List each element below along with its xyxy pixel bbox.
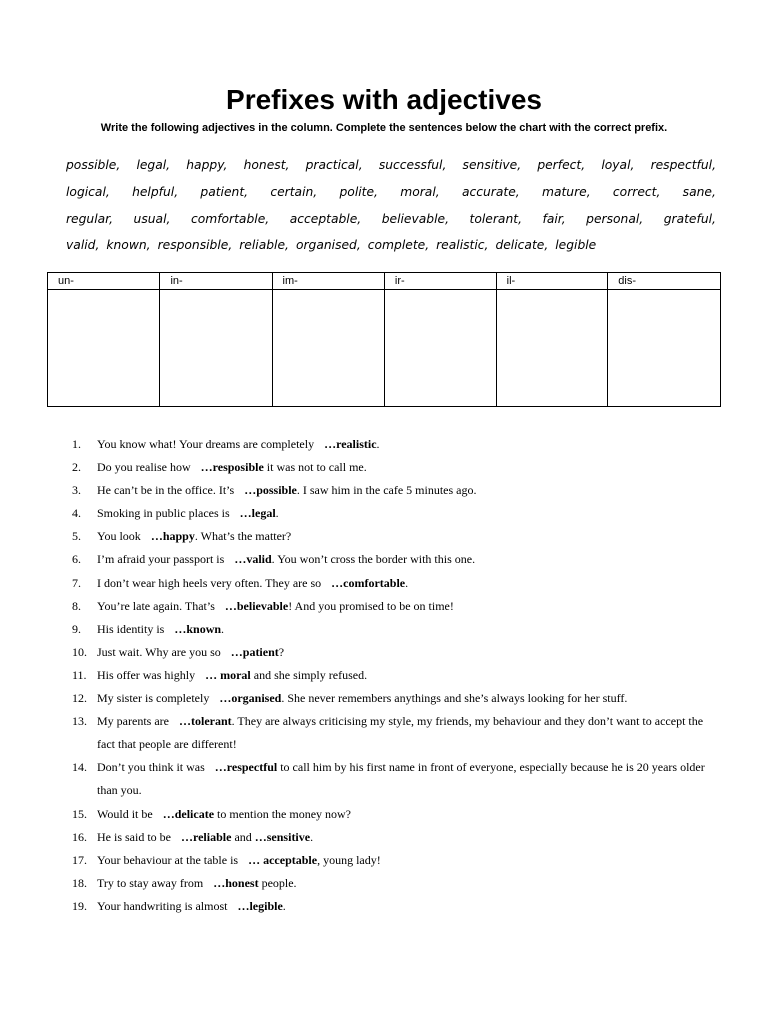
- sentence-text: His offer was highly: [97, 667, 196, 682]
- sentence-list: [0, 433, 768, 918]
- sentence-text: Your handwriting is almost: [97, 898, 228, 913]
- word-bank-line: [66, 152, 716, 179]
- word-bank-word: logical,: [66, 184, 110, 199]
- sentence-text: . She never remembers anythings and she’s always looking for her stuff.: [281, 691, 628, 706]
- sentence-number: 17.: [72, 852, 87, 867]
- sentence-text: . They are always criticising my style, my friends, my behaviour and they don’t want to accept the fact that people are different!: [97, 714, 704, 752]
- word-bank-word: successful,: [378, 158, 447, 172]
- sentence-item: [0, 803, 768, 826]
- sentence-text: .: [282, 898, 286, 913]
- sentence-answer: …known: [174, 621, 222, 636]
- word-bank-word: moral,: [400, 184, 440, 199]
- sentence-text: . I saw him in the cafe 5 minutes ago.: [296, 483, 477, 498]
- sentence-number: 2.: [72, 460, 81, 475]
- sentence-text: ! And you promised to be on time!: [288, 598, 454, 613]
- sentence-number: 6.: [72, 552, 81, 567]
- sentence-item: [0, 572, 768, 595]
- sentence-number: 7.: [72, 575, 81, 590]
- word-bank-word: mature,: [541, 184, 591, 199]
- word-bank-word: polite,: [339, 184, 378, 199]
- prefix-header-il: il-: [496, 273, 608, 290]
- sentence-answer: …respectful: [214, 760, 278, 775]
- sentence-answer: …happy: [150, 529, 195, 544]
- sentence-text: My parents are: [97, 714, 169, 729]
- prefix-header-ir: ir-: [384, 273, 496, 290]
- sentence-item: [0, 618, 768, 641]
- sentence-answer: …resposible: [200, 460, 264, 475]
- sentence-answer: …sensitive: [254, 829, 311, 844]
- sentence-item: [0, 826, 768, 849]
- word-bank-word: valid,: [66, 238, 100, 253]
- sentence-item: [0, 872, 768, 895]
- word-bank-word: honest,: [243, 158, 290, 172]
- sentence-text: ?: [278, 644, 285, 659]
- prefix-cell-im[interactable]: [272, 290, 384, 407]
- prefix-header-dis: dis-: [608, 273, 721, 290]
- sentence-answer: …possible: [244, 483, 297, 498]
- sentence-text: Don’t you think it was: [97, 760, 205, 775]
- sentence-item: [0, 710, 768, 756]
- word-bank-word: legal,: [136, 158, 171, 172]
- word-bank-word: acceptable,: [289, 211, 362, 226]
- word-bank-word: perfect,: [537, 158, 586, 172]
- word-bank-word: personal,: [586, 211, 644, 226]
- word-bank-word: realistic,: [436, 238, 489, 253]
- sentence-item: [0, 433, 768, 456]
- sentence-text: I don’t wear high heels very often. They are so: [97, 575, 322, 590]
- word-bank-word: legible: [555, 238, 597, 253]
- sentence-number: 9.: [72, 621, 81, 636]
- sentence-number: 18.: [72, 875, 87, 890]
- sentence-number: 10.: [72, 644, 87, 659]
- sentence-answer: …tolerant: [178, 714, 232, 729]
- sentence-text: . What’s the matter?: [194, 529, 292, 544]
- prefix-cell-un[interactable]: [48, 290, 160, 407]
- sentence-item: [0, 687, 768, 710]
- sentence-text: You look: [97, 529, 141, 544]
- sentence-number: 19.: [72, 898, 87, 913]
- prefix-cell-dis[interactable]: [608, 290, 721, 407]
- sentence-text: Just wait. Why are you so: [97, 644, 221, 659]
- prefix-chart-header-row: [48, 273, 721, 290]
- prefix-cell-ir[interactable]: [384, 290, 496, 407]
- sentence-text: Smoking in public places is: [97, 506, 230, 521]
- word-bank-word: happy,: [186, 158, 228, 172]
- sentence-text: . You won’t cross the border with this one.: [271, 552, 476, 567]
- prefix-header-im: im-: [272, 273, 384, 290]
- sentence-number: 8.: [72, 598, 81, 613]
- sentence-text: and she simply refused.: [250, 667, 368, 682]
- sentence-number: 3.: [72, 483, 81, 498]
- sentence-number: 16.: [72, 829, 87, 844]
- sentence-text: to call him by his first name in front of everyone, especially because he is 20 years older than you.: [97, 760, 705, 798]
- sentence-answer: … acceptable: [248, 852, 318, 867]
- sentence-text: and: [231, 829, 255, 844]
- sentence-answer: …legible: [237, 898, 283, 913]
- sentence-text: Do you realise how: [97, 460, 191, 475]
- word-bank-word: reliable,: [239, 238, 289, 253]
- sentence-answer: …reliable: [181, 829, 232, 844]
- sentence-text: .: [221, 621, 225, 636]
- word-bank-word: organised,: [295, 238, 361, 253]
- sentence-answer: …legal: [239, 506, 276, 521]
- word-bank-word: certain,: [270, 184, 318, 199]
- sentence-text: Try to stay away from: [97, 875, 204, 890]
- sentence-number: 5.: [72, 529, 81, 544]
- sentence-item: [0, 548, 768, 571]
- prefix-header-un: un-: [48, 273, 160, 290]
- sentence-text: Your behaviour at the table is: [97, 852, 239, 867]
- word-bank-word: regular,: [66, 211, 114, 226]
- prefix-header-in: in-: [160, 273, 272, 290]
- prefix-chart: [47, 272, 721, 407]
- sentence-item: [0, 479, 768, 502]
- sentence-answer: …patient: [230, 644, 279, 659]
- prefix-chart-answer-row: [48, 290, 721, 407]
- sentence-answer: … moral: [205, 667, 251, 682]
- sentence-text: Would it be: [97, 806, 153, 821]
- sentence-item: [0, 595, 768, 618]
- word-bank-word: tolerant,: [469, 211, 522, 226]
- word-bank: [66, 152, 716, 259]
- sentence-number: 12.: [72, 691, 87, 706]
- word-bank-word: sensitive,: [462, 158, 522, 172]
- sentence-item: [0, 756, 768, 802]
- sentence-item: [0, 895, 768, 918]
- word-bank-word: delicate,: [495, 238, 549, 253]
- word-bank-word: usual,: [133, 211, 171, 226]
- word-bank-line: [66, 179, 716, 206]
- word-bank-word: fair,: [542, 211, 566, 226]
- sentence-answer: …realistic: [324, 437, 377, 451]
- word-bank-word: loyal,: [601, 158, 635, 172]
- sentence-answer: …honest: [213, 875, 259, 890]
- prefix-cell-in[interactable]: [160, 290, 272, 407]
- sentence-number: 1.: [72, 437, 81, 451]
- sentence-answer: …organised: [219, 691, 282, 706]
- word-bank-word: practical,: [305, 158, 363, 172]
- sentence-number: 14.: [72, 760, 87, 775]
- sentence-item: [0, 502, 768, 525]
- sentence-item: [0, 456, 768, 479]
- sentence-item: [0, 664, 768, 687]
- page-title: Prefixes with adjectives: [226, 84, 542, 115]
- sentence-answer: …delicate: [162, 806, 215, 821]
- sentence-text: He is said to be: [97, 829, 171, 844]
- sentence-text: , young lady!: [317, 852, 381, 867]
- sentence-item: [0, 849, 768, 872]
- sentence-text: people.: [258, 875, 297, 890]
- sentence-text: My sister is completely: [97, 691, 210, 706]
- word-bank-line: [66, 232, 716, 259]
- word-bank-word: patient,: [200, 184, 249, 199]
- sentence-number: 13.: [72, 714, 87, 729]
- sentence-number: 11.: [72, 667, 87, 682]
- word-bank-word: believable,: [381, 211, 449, 226]
- sentence-text: You’re late again. That’s: [97, 598, 215, 613]
- sentence-answer: …valid: [234, 552, 272, 567]
- sentence-answer: …comfortable: [331, 575, 406, 590]
- sentence-text: .: [405, 575, 409, 590]
- word-bank-word: accurate,: [461, 184, 520, 199]
- sentence-text: .: [275, 506, 279, 521]
- sentence-text: You know what! Your dreams are completely: [97, 437, 315, 451]
- word-bank-word: grateful,: [663, 211, 716, 226]
- prefix-cell-il[interactable]: [496, 290, 608, 407]
- sentence-text: to mention the money now?: [214, 806, 352, 821]
- word-bank-word: respectful,: [650, 158, 716, 172]
- word-bank-line: [66, 206, 716, 233]
- sentence-text: .: [376, 437, 380, 451]
- word-bank-word: known,: [106, 238, 151, 253]
- sentence-text: it was not to call me.: [263, 460, 367, 475]
- sentence-text: He can’t be in the office. It’s: [97, 483, 235, 498]
- sentence-item: [0, 525, 768, 548]
- word-bank-word: responsible,: [157, 238, 233, 253]
- sentence-text: I’m afraid your passport is: [97, 552, 225, 567]
- sentence-text: His identity is: [97, 621, 165, 636]
- word-bank-word: complete,: [367, 238, 430, 253]
- word-bank-word: comfortable,: [190, 211, 270, 226]
- sentence-item: [0, 641, 768, 664]
- word-bank-word: helpful,: [132, 184, 179, 199]
- word-bank-word: correct,: [612, 184, 661, 199]
- word-bank-word: sane,: [682, 184, 716, 199]
- sentence-number: 4.: [72, 506, 81, 521]
- sentence-number: 15.: [72, 806, 87, 821]
- word-bank-word: possible,: [66, 158, 121, 172]
- sentence-text: .: [310, 829, 314, 844]
- sentence-answer: …believable: [224, 598, 289, 613]
- instructions: Write the following adjectives in the column. Complete the sentences below the chart with the correct prefix.: [100, 122, 668, 134]
